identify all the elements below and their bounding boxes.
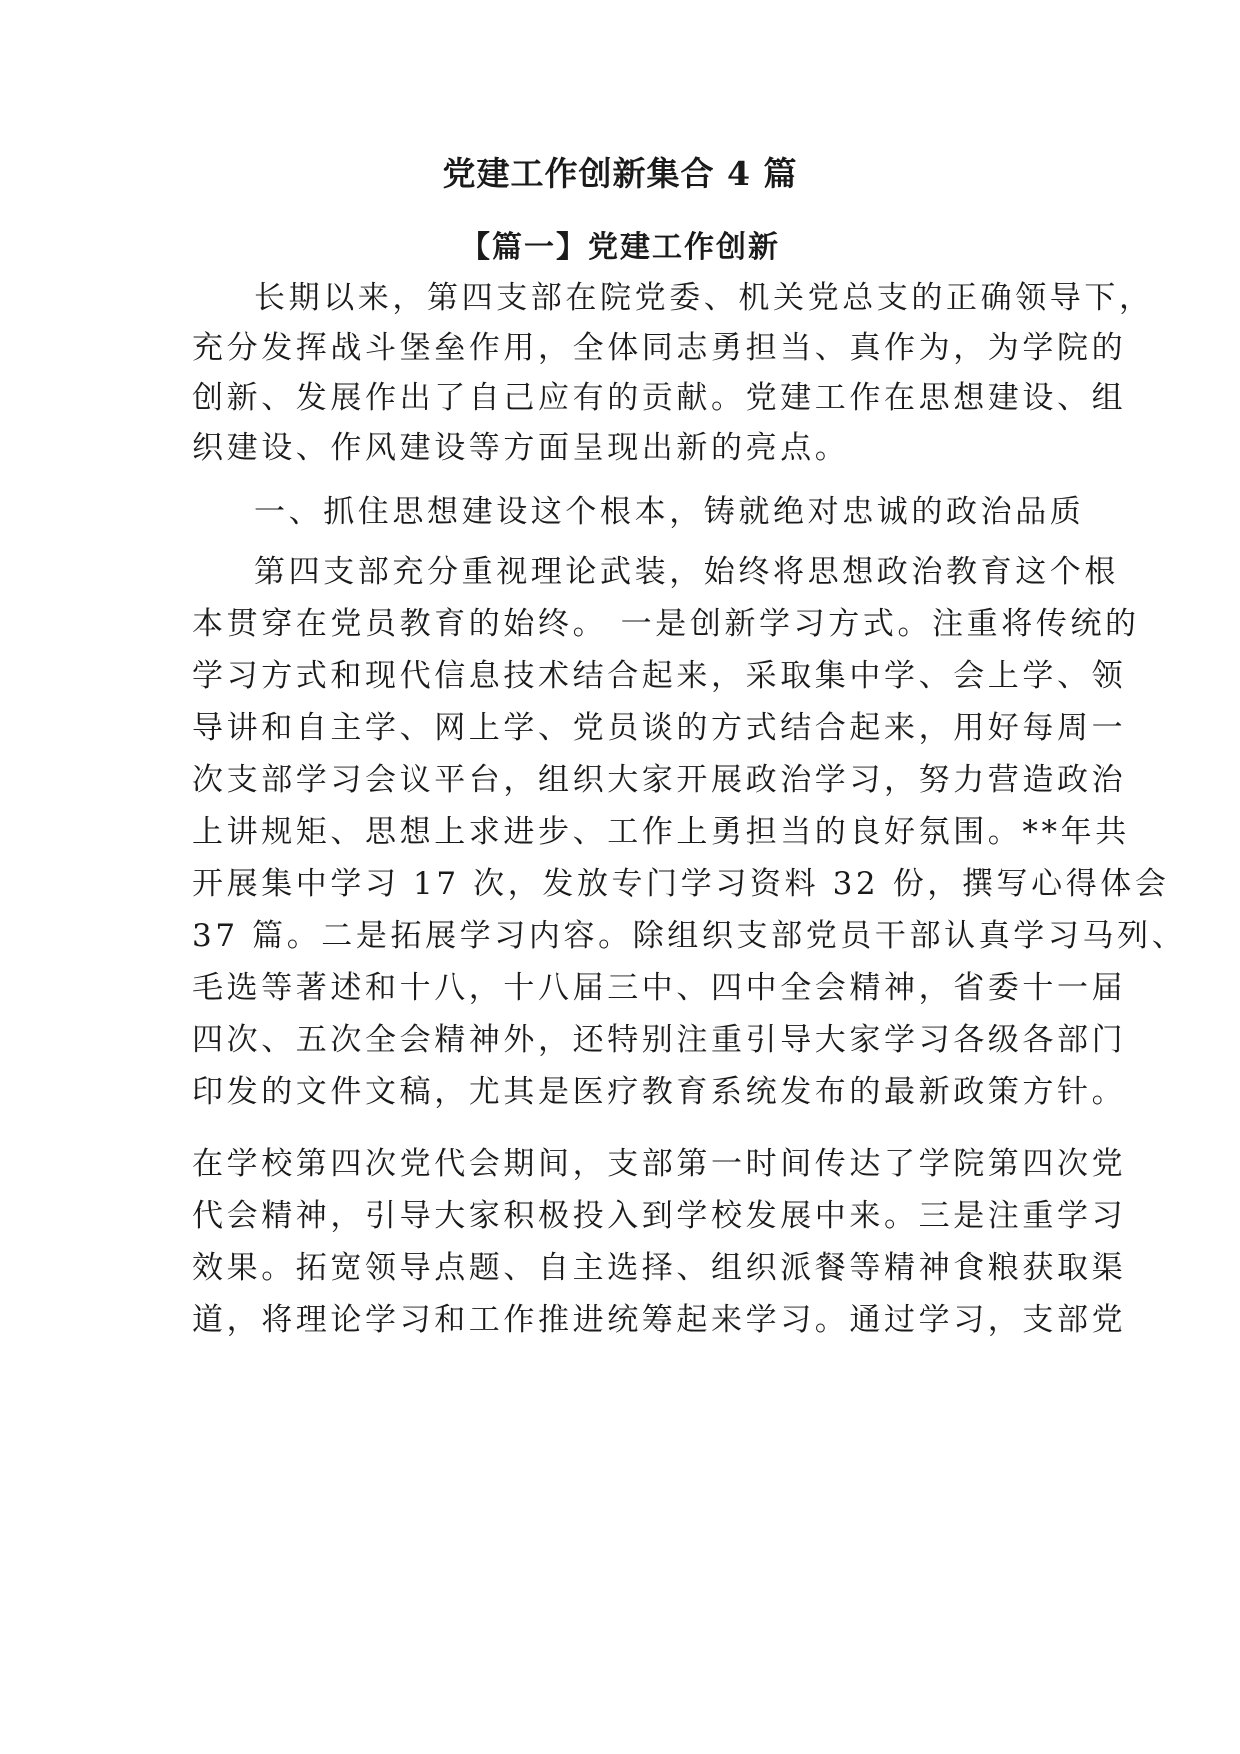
text-line: 四次、五次全会精神外，还特别注重引导大家学习各级各部门 [192, 1022, 1127, 1058]
text-line: 印发的文件文稿，尤其是医疗教育系统发布的最新政策方针。 [192, 1074, 1127, 1110]
text-line: 次支部学习会议平台，组织大家开展政治学习，努力营造政治 [192, 762, 1127, 798]
text-line: 充分发挥战斗堡垒作用，全体同志勇担当、真作为，为学院的 [192, 330, 1127, 366]
text-line: 37 篇。二是拓展学习内容。除组织支部党员干部认真学习马列、 [192, 918, 1187, 954]
document-title: 党建工作创新集合 4 篇 [442, 154, 798, 193]
text-line: 在学校第四次党代会期间，支部第一时间传达了学院第四次党 [192, 1146, 1127, 1182]
text-line: 开展集中学习 17 次，发放专门学习资料 32 份，撰写心得体会 [192, 866, 1170, 902]
text-line: 代会精神，引导大家积极投入到学校发展中来。三是注重学习 [192, 1198, 1127, 1234]
text-line: 第四支部充分重视理论武装，始终将思想政治教育这个根 [254, 554, 1119, 590]
text-line: 织建设、作风建设等方面呈现出新的亮点。 [192, 430, 850, 466]
text-line: 毛选等著述和十八，十八届三中、四中全会精神，省委十一届 [192, 970, 1127, 1006]
text-line: 长期以来，第四支部在院党委、机关党总支的正确领导下， [254, 280, 1154, 316]
text-line: 一、抓住思想建设这个根本，铸就绝对忠诚的政治品质 [254, 494, 1085, 530]
text-line: 上讲规矩、思想上求进步、工作上勇担当的良好氛围。**年共 [192, 814, 1130, 850]
text-line: 本贯穿在党员教育的始终。 一是创新学习方式。注重将传统的 [192, 606, 1140, 642]
text-line: 效果。拓宽领导点题、自主选择、组织派餐等精神食粮获取渠 [192, 1250, 1127, 1286]
section-heading: 【篇一】党建工作创新 [460, 230, 780, 265]
text-line: 道，将理论学习和工作推进统筹起来学习。通过学习，支部党 [192, 1302, 1127, 1338]
text-line: 导讲和自主学、网上学、党员谈的方式结合起来，用好每周一 [192, 710, 1127, 746]
text-line: 学习方式和现代信息技术结合起来，采取集中学、会上学、领 [192, 658, 1127, 694]
text-line: 创新、发展作出了自己应有的贡献。党建工作在思想建设、组 [192, 380, 1127, 416]
